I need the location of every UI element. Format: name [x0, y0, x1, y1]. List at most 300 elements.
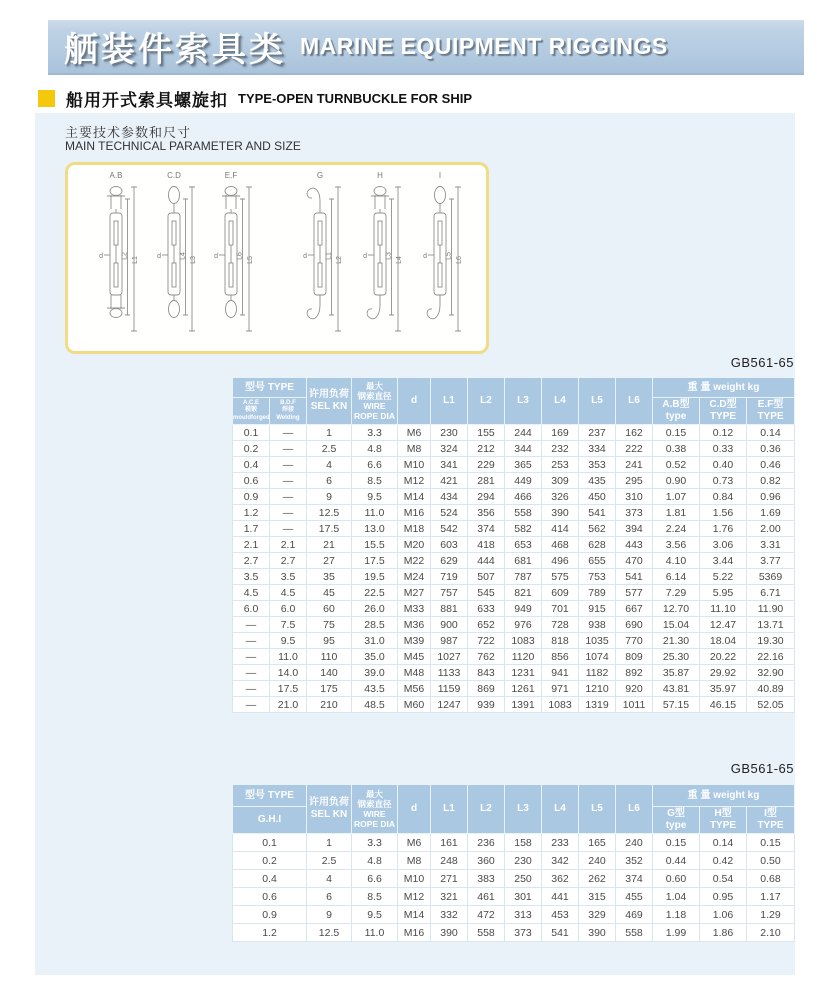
table-cell: 27 — [307, 553, 352, 569]
table-cell: — — [233, 633, 270, 649]
table-cell: 1247 — [431, 697, 468, 713]
table-cell: 4.8 — [352, 852, 398, 870]
table-cell: 295 — [616, 473, 653, 489]
table-cell: — — [270, 521, 307, 537]
table-cell: 541 — [542, 924, 579, 942]
table-cell: 789 — [579, 585, 616, 601]
table-cell: 0.12 — [700, 425, 747, 441]
table-cell: — — [233, 649, 270, 665]
table-cell: 230 — [505, 852, 542, 870]
table-cell: 3.5 — [233, 569, 270, 585]
table-cell: 466 — [505, 489, 542, 505]
table-cell: 869 — [468, 681, 505, 697]
table-cell: 309 — [542, 473, 579, 489]
table-cell: 0.14 — [700, 834, 747, 852]
tech-parameter-heading-en: MAIN TECHNICAL PARAMETER AND SIZE — [65, 139, 301, 153]
table-cell: 453 — [542, 906, 579, 924]
table-cell: 0.38 — [653, 441, 700, 457]
table-cell: 9.5 — [270, 633, 307, 649]
table-cell: 0.95 — [700, 888, 747, 906]
table-cell: 4.8 — [352, 441, 398, 457]
table-cell: M8 — [398, 441, 431, 457]
svg-text:d: d — [99, 253, 103, 260]
table-cell: 1159 — [431, 681, 468, 697]
column-header-l1: L1 — [431, 785, 468, 834]
table-cell: 35.97 — [700, 681, 747, 697]
column-header-type: 型号 TYPE — [233, 378, 307, 398]
banner-title-zh: 舾装件索具类 — [64, 30, 286, 70]
table-row — [233, 569, 795, 585]
table-cell: 390 — [579, 924, 616, 942]
table-cell: 46.15 — [700, 697, 747, 713]
table-cell: — — [270, 473, 307, 489]
table-cell: 542 — [431, 521, 468, 537]
table-cell: 0.14 — [747, 425, 795, 441]
column-subheader-weight: A.B型 type — [653, 398, 700, 425]
header-row-1 — [233, 785, 795, 807]
table-cell: 701 — [542, 601, 579, 617]
table-cell: 110 — [307, 649, 352, 665]
table-cell: 1.86 — [700, 924, 747, 942]
table-cell: 0.44 — [653, 852, 700, 870]
table-cell: 843 — [468, 665, 505, 681]
table-cell: 667 — [616, 601, 653, 617]
table-cell: 603 — [431, 537, 468, 553]
table-cell: 753 — [579, 569, 616, 585]
table-cell: M45 — [398, 649, 431, 665]
table-cell: M14 — [398, 906, 431, 924]
table-cell: 1.17 — [747, 888, 795, 906]
table-cell: 373 — [505, 924, 542, 942]
column-header-d: d — [398, 378, 431, 425]
svg-text:L1: L1 — [132, 256, 139, 264]
table-cell: 582 — [505, 521, 542, 537]
table-cell: 976 — [505, 617, 542, 633]
svg-text:I: I — [438, 171, 442, 180]
table-cell: — — [270, 425, 307, 441]
table-cell: 1074 — [579, 649, 616, 665]
table-cell: 9 — [307, 906, 352, 924]
column-subheader-weight: E.F型 TYPE — [747, 398, 795, 425]
table-cell: 1.06 — [700, 906, 747, 924]
table-cell: 418 — [468, 537, 505, 553]
table-cell: 324 — [431, 441, 468, 457]
table-cell: 1011 — [616, 697, 653, 713]
table-cell: 230 — [431, 425, 468, 441]
page-banner — [48, 20, 804, 75]
table-cell: — — [233, 665, 270, 681]
table-cell: 0.50 — [747, 852, 795, 870]
standard-label-2: GB561-65 — [730, 761, 794, 776]
table-cell: M27 — [398, 585, 431, 601]
table-cell: 2.1 — [233, 537, 270, 553]
table-cell: 728 — [542, 617, 579, 633]
table-cell: 12.70 — [653, 601, 700, 617]
table-cell: 450 — [579, 489, 616, 505]
table-cell: M16 — [398, 505, 431, 521]
table-cell: 1120 — [505, 649, 542, 665]
table-row — [233, 617, 795, 633]
turnbuckle-diagram — [68, 165, 486, 351]
table-cell: 28.5 — [352, 617, 398, 633]
table-cell: 414 — [542, 521, 579, 537]
table2-wrap — [232, 784, 795, 942]
table-cell: 6.14 — [653, 569, 700, 585]
table-cell: 15.5 — [352, 537, 398, 553]
table-cell: 2.5 — [307, 852, 352, 870]
table-cell: 344 — [505, 441, 542, 457]
table-cell: 356 — [468, 505, 505, 521]
standard-label-1: GB561-65 — [730, 355, 794, 370]
table-cell: 1.56 — [700, 505, 747, 521]
table-cell: 169 — [542, 425, 579, 441]
table-cell: 441 — [542, 888, 579, 906]
table-cell: 373 — [616, 505, 653, 521]
table-cell: — — [270, 505, 307, 521]
column-header-l6: L6 — [616, 785, 653, 834]
table-cell: 719 — [431, 569, 468, 585]
table-cell: 2.10 — [747, 924, 795, 942]
svg-text:d: d — [214, 253, 218, 260]
table-row — [233, 924, 795, 942]
table-row — [233, 870, 795, 888]
table-cell: 1319 — [579, 697, 616, 713]
table-cell: — — [270, 489, 307, 505]
table-cell: M6 — [398, 425, 431, 441]
table-cell: 1210 — [579, 681, 616, 697]
table-cell: 45 — [307, 585, 352, 601]
column-subheader-type: B.D.F 焊接 Welding — [270, 398, 307, 425]
table-cell: 353 — [579, 457, 616, 473]
table-cell: 2.24 — [653, 521, 700, 537]
column-subheader-type: A.C.E 模锻 mouldforged — [233, 398, 270, 425]
column-subheader-weight: G型 type — [653, 807, 700, 834]
table-cell: 8.5 — [352, 888, 398, 906]
table-cell: 0.42 — [700, 852, 747, 870]
table-row — [233, 852, 795, 870]
table-cell: 374 — [468, 521, 505, 537]
table-cell: 1.04 — [653, 888, 700, 906]
table-cell: 1027 — [431, 649, 468, 665]
table-cell: 0.9 — [233, 489, 270, 505]
table-row — [233, 601, 795, 617]
table-cell: 0.84 — [700, 489, 747, 505]
table-cell: 757 — [431, 585, 468, 601]
table-cell: 165 — [579, 834, 616, 852]
table-cell: 0.90 — [653, 473, 700, 489]
table-cell: 0.96 — [747, 489, 795, 505]
table-cell: 3.31 — [747, 537, 795, 553]
table-cell: 821 — [505, 585, 542, 601]
table-cell: 1083 — [505, 633, 542, 649]
table-cell: 900 — [431, 617, 468, 633]
table-cell: 2.7 — [270, 553, 307, 569]
table-cell: 4.5 — [233, 585, 270, 601]
table-cell: 237 — [579, 425, 616, 441]
table-cell: 362 — [542, 870, 579, 888]
table-cell: 558 — [505, 505, 542, 521]
table-cell: 0.68 — [747, 870, 795, 888]
table-cell: 1.99 — [653, 924, 700, 942]
table-cell: 12.5 — [307, 924, 352, 942]
table-cell: M24 — [398, 569, 431, 585]
table-cell: 374 — [616, 870, 653, 888]
table-cell: 496 — [542, 553, 579, 569]
table-cell: 11.90 — [747, 601, 795, 617]
table-cell: 0.46 — [747, 457, 795, 473]
table-cell: 628 — [579, 537, 616, 553]
table-cell: 0.6 — [233, 473, 270, 489]
table-cell: 652 — [468, 617, 505, 633]
table-cell: 920 — [616, 681, 653, 697]
table-cell: 241 — [616, 457, 653, 473]
table-cell: 455 — [616, 888, 653, 906]
table-cell: 9 — [307, 489, 352, 505]
table-cell: 938 — [579, 617, 616, 633]
table-cell: 1.07 — [653, 489, 700, 505]
table-cell: 250 — [505, 870, 542, 888]
table-cell: 0.15 — [653, 425, 700, 441]
table-cell: 22.5 — [352, 585, 398, 601]
table-cell: 35 — [307, 569, 352, 585]
table-row — [233, 521, 795, 537]
table-row — [233, 505, 795, 521]
table-cell: 6 — [307, 473, 352, 489]
table-cell: 892 — [616, 665, 653, 681]
svg-text:L4: L4 — [396, 256, 403, 264]
table-cell: 229 — [468, 457, 505, 473]
table-cell: 365 — [505, 457, 542, 473]
table-cell: 469 — [616, 906, 653, 924]
table-cell: 690 — [616, 617, 653, 633]
svg-text:d: d — [363, 253, 367, 260]
table-cell: 524 — [431, 505, 468, 521]
column-header-l3: L3 — [505, 785, 542, 834]
table-cell: 1231 — [505, 665, 542, 681]
table-cell: M18 — [398, 521, 431, 537]
table-cell: 22.16 — [747, 649, 795, 665]
table-cell: 0.52 — [653, 457, 700, 473]
svg-text:L5: L5 — [445, 252, 453, 260]
column-subheader-type: G.H.I — [233, 807, 307, 834]
column-header-weight: 重 量 weight kg — [653, 785, 795, 807]
column-header-sel: 许用负荷 SEL KN — [307, 378, 352, 425]
table-cell: M36 — [398, 617, 431, 633]
table-cell: 472 — [468, 906, 505, 924]
table-cell: 629 — [431, 553, 468, 569]
table-cell: 7.5 — [270, 617, 307, 633]
table-cell: 0.2 — [233, 441, 270, 457]
table-cell: 3.3 — [352, 834, 398, 852]
table-cell: 558 — [616, 924, 653, 942]
table-cell: 1.2 — [233, 505, 270, 521]
svg-text:L3: L3 — [385, 252, 393, 260]
table-cell: 210 — [307, 697, 352, 713]
table-cell: 342 — [542, 852, 579, 870]
column-header-l4: L4 — [542, 785, 579, 834]
table-row — [233, 457, 795, 473]
column-header-wire-rope-dia: 最大 钢索直径 WIRE ROPE DIA — [352, 378, 398, 425]
table-cell: 443 — [616, 537, 653, 553]
table-cell: 25.30 — [653, 649, 700, 665]
table-cell: 40.89 — [747, 681, 795, 697]
table-cell: — — [233, 697, 270, 713]
table-cell: 0.4 — [233, 870, 307, 888]
table-cell: 577 — [616, 585, 653, 601]
table-cell: 15.04 — [653, 617, 700, 633]
svg-text:L6: L6 — [236, 252, 244, 260]
table-cell: 334 — [579, 441, 616, 457]
table-cell: 0.60 — [653, 870, 700, 888]
table-cell: 360 — [468, 852, 505, 870]
column-header-l4: L4 — [542, 378, 579, 425]
table-cell: 0.15 — [747, 834, 795, 852]
table-cell: 394 — [616, 521, 653, 537]
table-cell: 1182 — [579, 665, 616, 681]
table-cell: 43.81 — [653, 681, 700, 697]
table-cell: — — [233, 617, 270, 633]
section-heading — [38, 86, 472, 111]
table-cell: 971 — [542, 681, 579, 697]
table-cell: 470 — [616, 553, 653, 569]
table-cell: 11.10 — [700, 601, 747, 617]
table-cell: 1035 — [579, 633, 616, 649]
table-cell: 558 — [468, 924, 505, 942]
turnbuckle-spec-table-ghi — [232, 784, 795, 942]
table-cell: 13.71 — [747, 617, 795, 633]
table-cell: 1.69 — [747, 505, 795, 521]
table-cell: 236 — [468, 834, 505, 852]
yellow-square-icon — [38, 90, 55, 107]
table-cell: 18.04 — [700, 633, 747, 649]
table-cell: 722 — [468, 633, 505, 649]
table-cell: M10 — [398, 457, 431, 473]
table-cell: 434 — [431, 489, 468, 505]
table-cell: 609 — [542, 585, 579, 601]
table-cell: M39 — [398, 633, 431, 649]
svg-text:L5: L5 — [247, 256, 254, 264]
table-cell: 0.40 — [700, 457, 747, 473]
table-cell: 507 — [468, 569, 505, 585]
table-cell: 1 — [307, 425, 352, 441]
svg-text:G: G — [316, 171, 324, 180]
table-cell: 0.33 — [700, 441, 747, 457]
table-cell: 6.0 — [270, 601, 307, 617]
svg-text:d: d — [303, 253, 307, 260]
table-cell: 5.22 — [700, 569, 747, 585]
table-cell: 449 — [505, 473, 542, 489]
table-cell: 2.5 — [307, 441, 352, 457]
table-cell: 21 — [307, 537, 352, 553]
table-row — [233, 473, 795, 489]
table-row — [233, 553, 795, 569]
table-cell: 562 — [579, 521, 616, 537]
table-row — [233, 834, 795, 852]
column-header-d: d — [398, 785, 431, 834]
table-cell: 1.2 — [233, 924, 307, 942]
table-cell: 57.15 — [653, 697, 700, 713]
table-cell: 6.6 — [352, 870, 398, 888]
table-row — [233, 649, 795, 665]
table-cell: M56 — [398, 681, 431, 697]
table-cell: 26.0 — [352, 601, 398, 617]
table-cell: 294 — [468, 489, 505, 505]
table-cell: 253 — [542, 457, 579, 473]
table-row — [233, 888, 795, 906]
table-cell: 0.6 — [233, 888, 307, 906]
table-cell: 856 — [542, 649, 579, 665]
svg-text:L1: L1 — [325, 252, 333, 260]
table-cell: 326 — [542, 489, 579, 505]
table-cell: 21.30 — [653, 633, 700, 649]
column-subheader-weight: H型 TYPE — [700, 807, 747, 834]
table-cell: 6.6 — [352, 457, 398, 473]
table-cell: 161 — [431, 834, 468, 852]
table-cell: M6 — [398, 834, 431, 852]
table-cell: 281 — [468, 473, 505, 489]
table-cell: 1.29 — [747, 906, 795, 924]
table-cell: 39.0 — [352, 665, 398, 681]
table-cell: 17.5 — [270, 681, 307, 697]
table-cell: 240 — [579, 852, 616, 870]
table-cell: 60 — [307, 601, 352, 617]
table-cell: 3.5 — [270, 569, 307, 585]
turnbuckle-spec-table-abcdef — [232, 377, 795, 713]
svg-text:L6: L6 — [456, 256, 463, 264]
table-cell: 35.0 — [352, 649, 398, 665]
table-cell: M48 — [398, 665, 431, 681]
table-cell: 43.5 — [352, 681, 398, 697]
table-cell: 341 — [431, 457, 468, 473]
table-cell: 222 — [616, 441, 653, 457]
table-row — [233, 537, 795, 553]
table-cell: 2.00 — [747, 521, 795, 537]
table-cell: 12.47 — [700, 617, 747, 633]
svg-text:L2: L2 — [336, 256, 343, 264]
table-cell: 232 — [542, 441, 579, 457]
table-cell: 2.1 — [270, 537, 307, 553]
table-cell: 655 — [579, 553, 616, 569]
table-cell: 3.56 — [653, 537, 700, 553]
svg-text:C.D: C.D — [167, 171, 181, 180]
table-cell: 941 — [542, 665, 579, 681]
table-cell: 14.0 — [270, 665, 307, 681]
table-cell: 5369 — [747, 569, 795, 585]
table-cell: 0.82 — [747, 473, 795, 489]
table1-wrap — [232, 377, 795, 713]
table-row — [233, 697, 795, 713]
table-cell: 1.76 — [700, 521, 747, 537]
table-cell: 3.3 — [352, 425, 398, 441]
table-row — [233, 425, 795, 441]
svg-text:A.B: A.B — [109, 171, 123, 180]
table-cell: 0.2 — [233, 852, 307, 870]
table-cell: 939 — [468, 697, 505, 713]
column-header-sel: 许用负荷 SEL KN — [307, 785, 352, 834]
table-cell: 6.71 — [747, 585, 795, 601]
header-row-1 — [233, 378, 795, 398]
table-cell: 262 — [579, 870, 616, 888]
column-header-l5: L5 — [579, 378, 616, 425]
table-cell: 8.5 — [352, 473, 398, 489]
table-cell: 31.0 — [352, 633, 398, 649]
table-cell: 17.5 — [352, 553, 398, 569]
table-cell: 770 — [616, 633, 653, 649]
table-cell: — — [270, 457, 307, 473]
table-cell: 155 — [468, 425, 505, 441]
table-cell: 468 — [542, 537, 579, 553]
table-cell: 762 — [468, 649, 505, 665]
